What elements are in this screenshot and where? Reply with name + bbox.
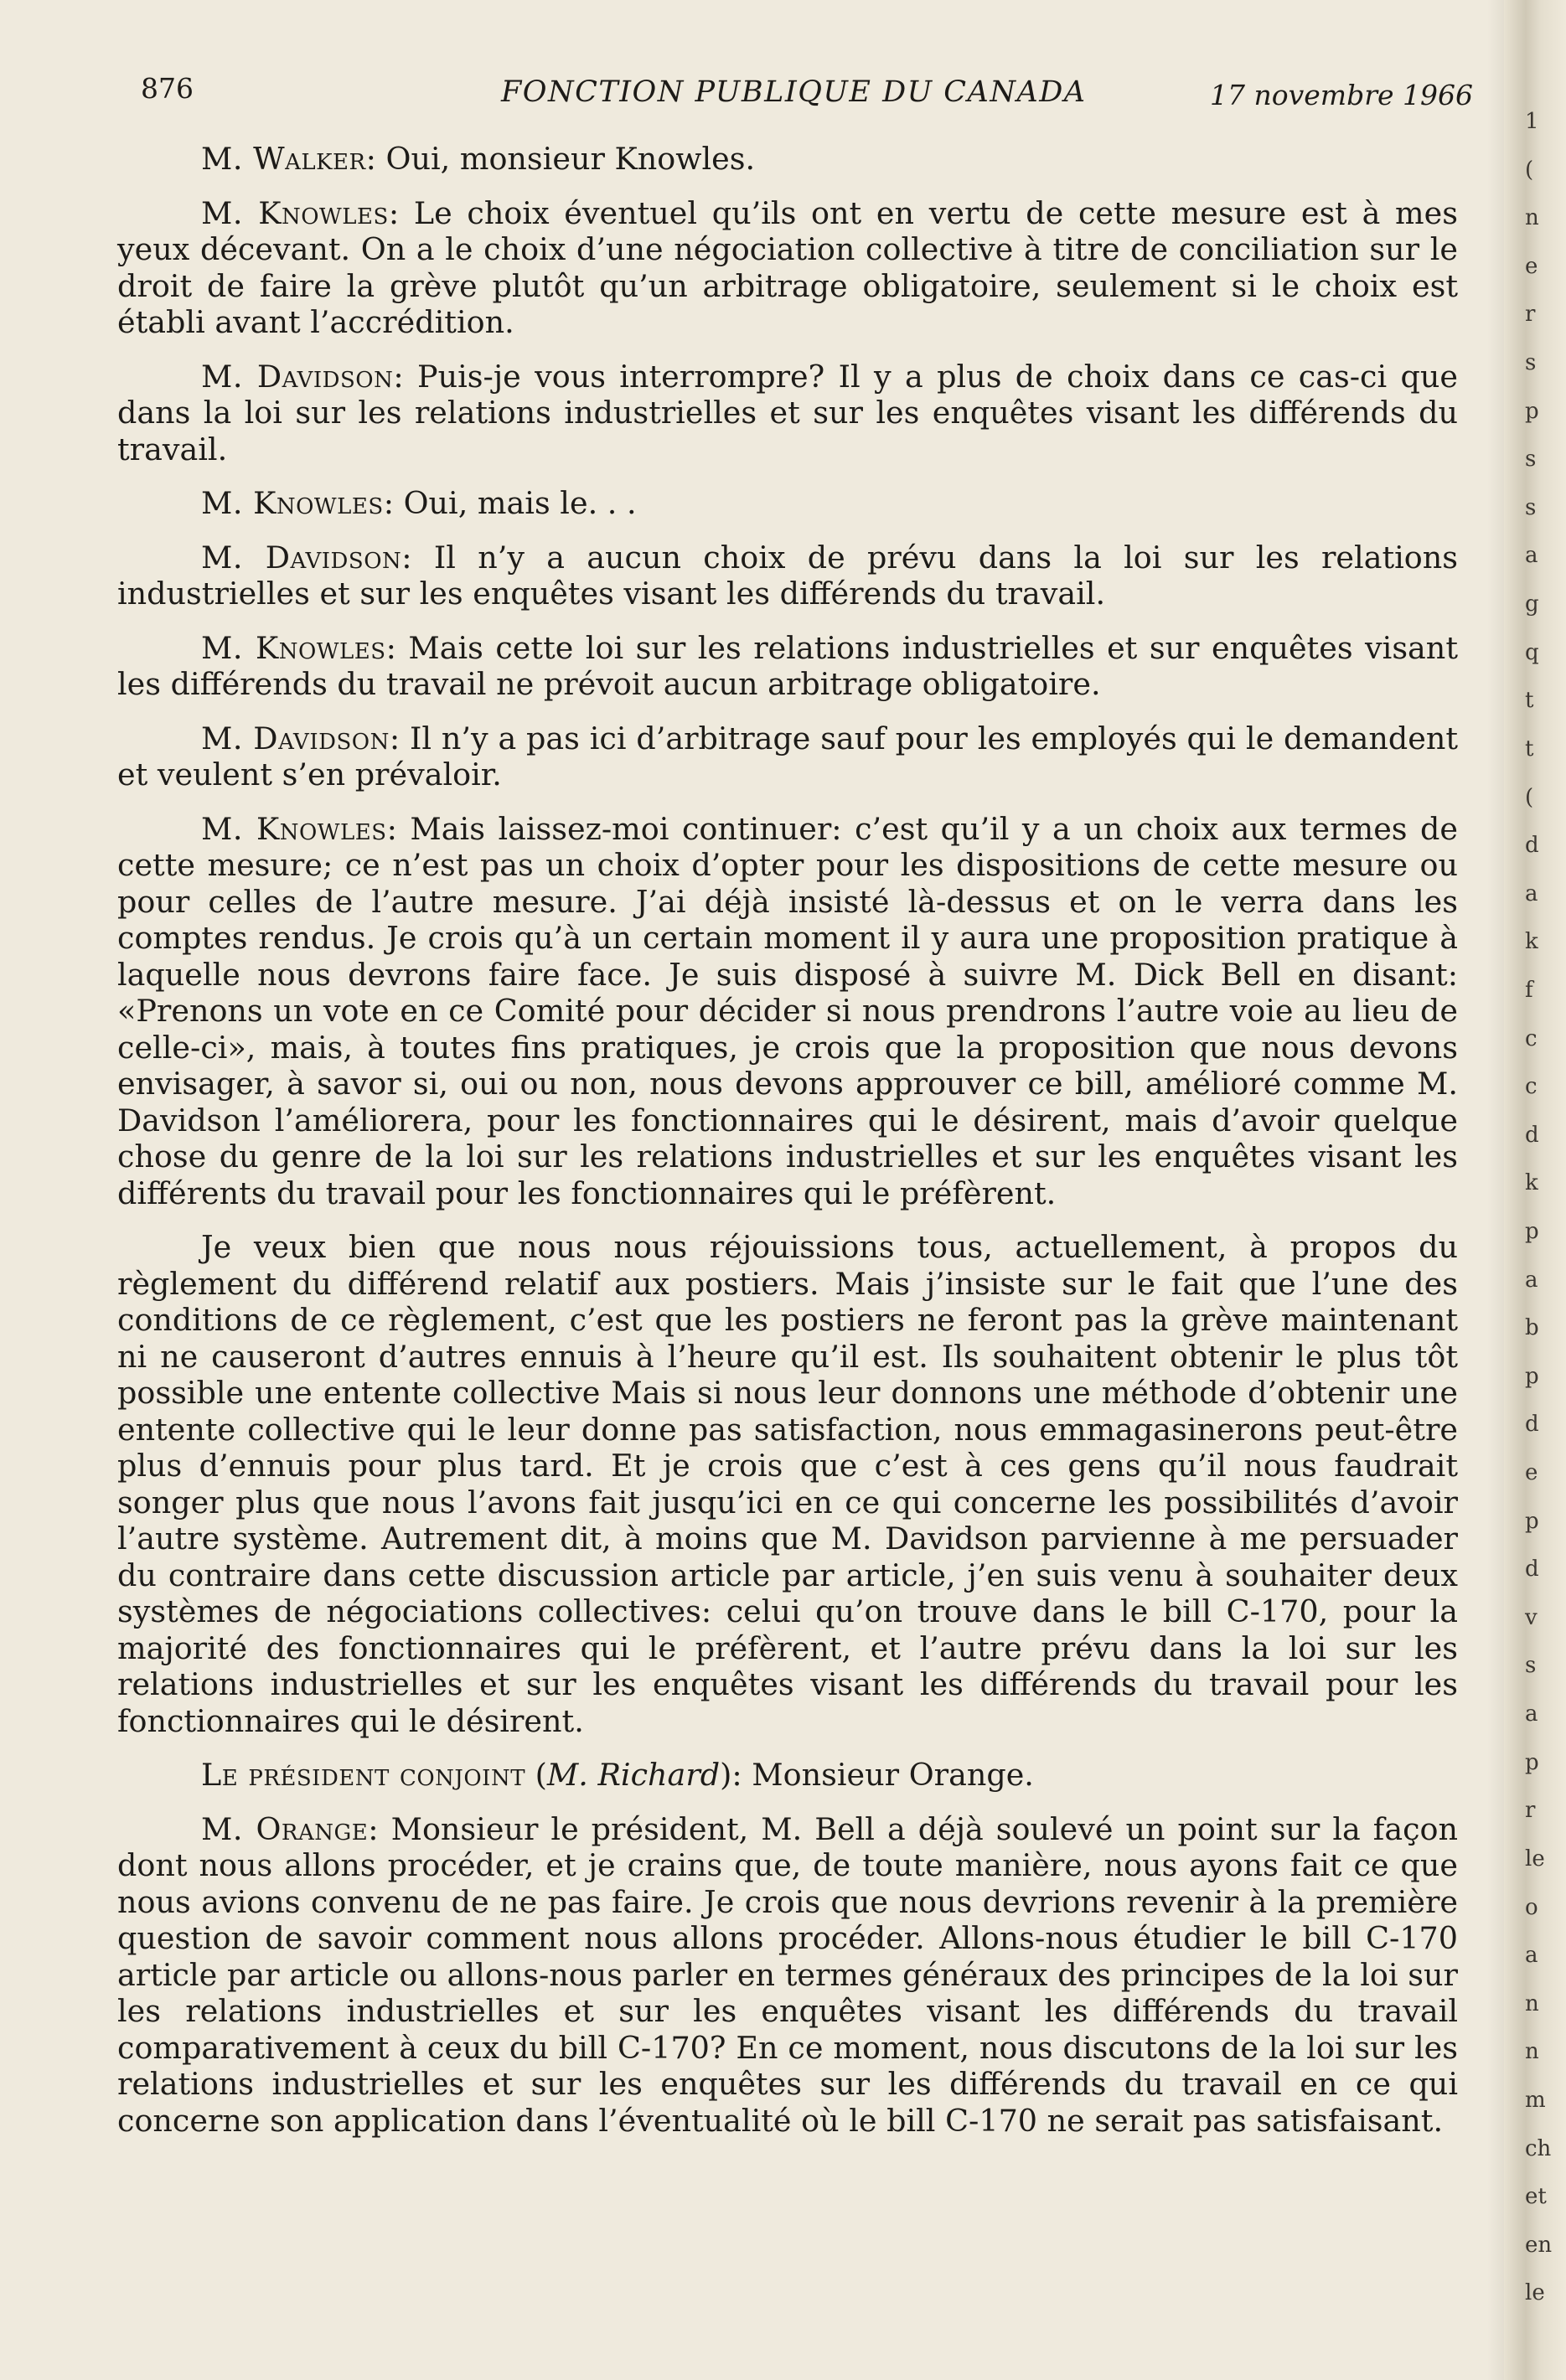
margin-fragment: s <box>1525 350 1537 375</box>
margin-fragment: d <box>1525 1412 1539 1437</box>
margin-fragment: p <box>1525 1364 1539 1389</box>
speaker-name: M. Walker <box>201 141 366 177</box>
paragraph-6: M. Knowles: Mais cette loi sur les relations industrielles et sur enquêtes visant les différends du travail ne prévoit aucun arbitrage obligatoire. <box>117 629 1458 702</box>
speaker-name: M. Davidson <box>201 720 390 756</box>
paragraph-text: Mais laissez-moi continuer: c’est qu’il y a un choix aux termes de cette mesure; ce n’est pas un choix d’opter pour les dispositions de cette mesure ou pour celles de l’autre mesure. J’ai déjà insisté là-dessus et on le verra dans les comptes rendus. Je crois qu’à un certain moment il y aura une proposition pratique à laquelle nous devrons faire face. Je suis disposé à suivre M. Dick Bell en disant: «Prenons un vote en ce Comité pour décider si nous prendrons l’autre voie au lieu de celle-ci», mais, à toutes fins pratiques, je crois que la proposition que nous devons envisager, à savor si, oui ou non, nous devons approuver ce bill, amélioré comme M. Davidson l’améliorera, pour les fonctionnaires qui le désirent, mais d’avoir quelque chose du genre de la loi sur les relations industrielles et sur les enquêtes visant les différents du travail pour les fonctionnaires qui le préfèrent. <box>117 810 1458 1211</box>
margin-fragment: d <box>1525 1557 1539 1582</box>
paragraph-text: Oui, mais le. . . <box>403 485 637 521</box>
paragraph-text: Monsieur le président, M. Bell a déjà soulevé un point sur la façon dont nous allons procéder, et je crains que, de toute manière, nous ayons fait ce que nous avions convenu de ne pas faire. Je crois que nous devrions revenir à la première question de savoir comment nous allons procéder. Allons-nous étudier le bill C-170 article par article ou allons-nous parler en termes généraux des principes de la loi sur les relations industrielles et sur les enquêtes visant les différends du travail comparativement à ceux du bill C-170? En ce moment, nous discutons de la loi sur les relations industrielles et sur les enquêtes sur les différends du travail en ce qui concerne son application dans l’éventualité où le bill C-170 ne serait pas satisfaisant. <box>117 1810 1459 2139</box>
speaker-name: M. Davidson <box>201 539 402 576</box>
margin-fragment: f <box>1525 978 1533 1003</box>
margin-fragment: p <box>1525 1509 1539 1534</box>
speaker-name: M. Knowles <box>201 629 386 666</box>
margin-fragment: k <box>1525 1170 1538 1195</box>
margin-fragment: e <box>1525 254 1538 279</box>
margin-fragment: le <box>1525 1846 1545 1871</box>
margin-fragment: ( <box>1525 785 1534 810</box>
paragraph-text: Il n’y a aucun choix de prévu dans la loi sur les relations industrielles et sur les enquêtes visant les différends du travail. <box>117 539 1459 612</box>
margin-fragment: 1 <box>1525 109 1539 134</box>
margin-fragment: n <box>1525 2039 1539 2064</box>
margin-fragment: c <box>1525 1026 1538 1051</box>
speaker-name: M. Knowles <box>201 485 384 521</box>
margin-fragment: r <box>1525 302 1536 327</box>
page-body <box>117 141 1458 2156</box>
paragraph-10: Le président conjoint (M. Richard): Monsieur Orange. <box>201 1757 1034 1793</box>
margin-fragment: et <box>1525 2184 1547 2209</box>
margin-fragment: e <box>1525 1460 1538 1485</box>
margin-fragment: a <box>1525 543 1538 568</box>
speaker-name: M. Knowles <box>201 194 389 231</box>
paragraph-11: M. Orange: Monsieur le président, M. Bell a déjà soulevé un point sur la façon dont nous allons procéder, et je crains que, de toute manière, nous ayons fait ce que nous avions convenu de ne pas faire. Je crois que nous devrions revenir à la première question de savoir comment nous allons procéder. Allons-nous étudier le bill C-170 article par article ou allons-nous parler en termes généraux des principes de la loi sur les relations industrielles et sur les enquêtes visant les différends du travail comparativement à ceux du bill C-170? En ce moment, nous discutons de la loi sur les relations industrielles et sur les enquêtes sur les différends du travail en ce qui concerne son application dans l’éventualité où le bill C-170 ne serait pas satisfaisant. <box>117 1810 1459 2139</box>
paragraph-text: Puis-je vous interrompre? Il y a plus de choix dans ce cas-ci que dans la loi sur les relations industrielles et sur les enquêtes visant les différends du travail. <box>117 358 1458 467</box>
margin-fragment: en <box>1525 2233 1553 2258</box>
margin-fragment: p <box>1525 399 1539 424</box>
paragraph-2: M. Knowles: Le choix éventuel qu’ils ont en vertu de cette mesure est à mes yeux décevant. On a le choix d’une négociation collective à titre de conciliation sur le droit de faire la grève plutôt qu’un arbitrage obligatoire, seulement si le choix est établi avant l’accrédition. <box>117 194 1458 340</box>
margin-fragment: t <box>1525 688 1534 713</box>
margin-fragment: k <box>1525 929 1538 954</box>
page-number: 876 <box>141 72 194 105</box>
margin-fragment: d <box>1525 833 1539 858</box>
paragraph-1: M. Walker: Oui, monsieur Knowles. <box>201 141 756 177</box>
margin-fragment: v <box>1525 1605 1538 1630</box>
header-date: 17 novembre 1966 <box>1210 79 1473 111</box>
margin-fragment: a <box>1525 1267 1538 1293</box>
speaker-name: M. Orange <box>201 1810 369 1847</box>
margin-fragment: m <box>1525 2088 1546 2113</box>
margin-fragment: b <box>1525 1315 1539 1340</box>
margin-fragment: d <box>1525 1123 1539 1148</box>
running-title: FONCTION PUBLIQUE DU CANADA <box>501 75 1087 109</box>
paragraph-text: Oui, monsieur Knowles. <box>385 141 756 177</box>
paragraph-text: Il n’y a pas ici d’arbitrage sauf pour les employés qui le demandent et veulent s’en prévaloir. <box>117 720 1459 792</box>
margin-fragment: o <box>1525 1895 1538 1920</box>
margin-fragment: t <box>1525 736 1534 761</box>
paragraph-3: M. Davidson: Puis-je vous interrompre? Il y a plus de choix dans ce cas-ci que dans la loi sur les relations industrielles et sur les enquêtes visant les différends du travail. <box>117 358 1458 467</box>
margin-fragment: a <box>1525 881 1538 906</box>
paragraph-text: Mais cette loi sur les relations industrielles et sur enquêtes visant les différends du travail ne prévoit aucun arbitrage obligatoire. <box>117 629 1458 702</box>
paragraph-text: Je veux bien que nous nous réjouissions tous, actuellement, à propos du règlement du différend relatif aux postiers. Mais j’insiste sur le fait que l’une des conditions de ce règlement, c’est que les postiers ne feront pas la grève maintenant ni ne causeront d’autres ennuis à l’heure qu’il est. Ils souhaitent obtenir le plus tôt possible une entente collective Mais si nous leur donnons une méthode d’obtenir une entente collective qui le leur donne pas satisfaction, nous emmagasinerons peut-être plus d’ennuis pour plus tard. Et je crois que c’est à ces gens qu’il nous faudrait songer plus que nous l’avons fait jusqu’ici en ce qui concerne les possibilités d’avoir l’autre système. Autrement dit, à moins que M. Davidson parvienne à me persuader du contraire dans cette discussion article par article, j’en suis venu à souhaiter deux systèmes de négociations collectives: celui qu’on trouve dans le bill C-170, pour la majorité des fonctionnaires qui le préfèrent, et l’autre prévu dans la loi sur les relations industrielles et sur les enquêtes visant les différends du travail pour les fonctionnaires qui le désirent. <box>117 1229 1458 1739</box>
margin-fragment: s <box>1525 1653 1537 1678</box>
margin-fragment: ( <box>1525 157 1534 183</box>
paragraph-7: M. Davidson: Il n’y a pas ici d’arbitrage sauf pour les employés qui le demandent et veulent s’en prévaloir. <box>117 720 1459 792</box>
paragraph-text: Monsieur Orange. <box>752 1757 1034 1793</box>
margin-fragment: n <box>1525 205 1539 230</box>
margin-fragment: c <box>1525 1074 1538 1099</box>
speaker-name: Le président conjoint <box>201 1757 526 1793</box>
margin-fragment: r <box>1525 1798 1536 1823</box>
paragraph-9 <box>117 1229 1458 1739</box>
paragraph-4: M. Knowles: Oui, mais le. . . <box>201 485 637 521</box>
page-header <box>141 72 1473 116</box>
paragraph-5: M. Davidson: Il n’y a aucun choix de prévu dans la loi sur les relations industrielles et sur les enquêtes visant les différends du travail. <box>117 539 1459 612</box>
margin-fragment: q <box>1525 640 1539 665</box>
margin-fragment: n <box>1525 1991 1539 2016</box>
margin-fragment: s <box>1525 447 1537 472</box>
margin-fragment: a <box>1525 1701 1538 1727</box>
margin-fragment: ch <box>1525 2136 1552 2161</box>
paragraph-8: M. Knowles: Mais laissez-moi continuer: c’est qu’il y a un choix aux termes de cette mesure; ce n’est pas un choix d’opter pour les dispositions de cette mesure ou pour celles de l’autre mesure. J’ai déjà insisté là-dessus et on le verra dans les comptes rendus. Je crois qu’à un certain moment il y aura une proposition pratique à laquelle nous devrons faire face. Je suis disposé à suivre M. Dick Bell en disant: «Prenons un vote en ce Comité pour décider si nous prendrons l’autre voie au lieu de celle-ci», mais, à toutes fins pratiques, je crois que la proposition que nous devons envisager, à savor si, oui ou non, nous devons approuver ce bill, amélioré comme M. Davidson l’améliorera, pour les fonctionnaires qui le désirent, mais d’avoir quelque chose du genre de la loi sur les relations industrielles et sur les enquêtes visant les différents du travail pour les fonctionnaires qui le préfèrent. <box>117 810 1458 1211</box>
margin-fragment: s <box>1525 495 1537 520</box>
speaker-name: M. Knowles <box>201 810 387 847</box>
margin-fragment: g <box>1525 591 1539 617</box>
margin-fragment: le <box>1525 2280 1545 2305</box>
speaker-name: M. Davidson <box>201 358 394 395</box>
margin-fragment: p <box>1525 1219 1539 1244</box>
margin-fragment: p <box>1525 1750 1539 1775</box>
margin-fragment: a <box>1525 1943 1538 1968</box>
speaker-full-name: M. Richard <box>546 1757 721 1793</box>
paragraph-text: Le choix éventuel qu’ils ont en vertu de cette mesure est à mes yeux décevant. On a le choix d’une négociation collective à titre de conciliation sur le droit de faire la grève plutôt qu’un arbitrage obligatoire, seulement si le choix est établi avant l’accrédition. <box>117 194 1458 340</box>
